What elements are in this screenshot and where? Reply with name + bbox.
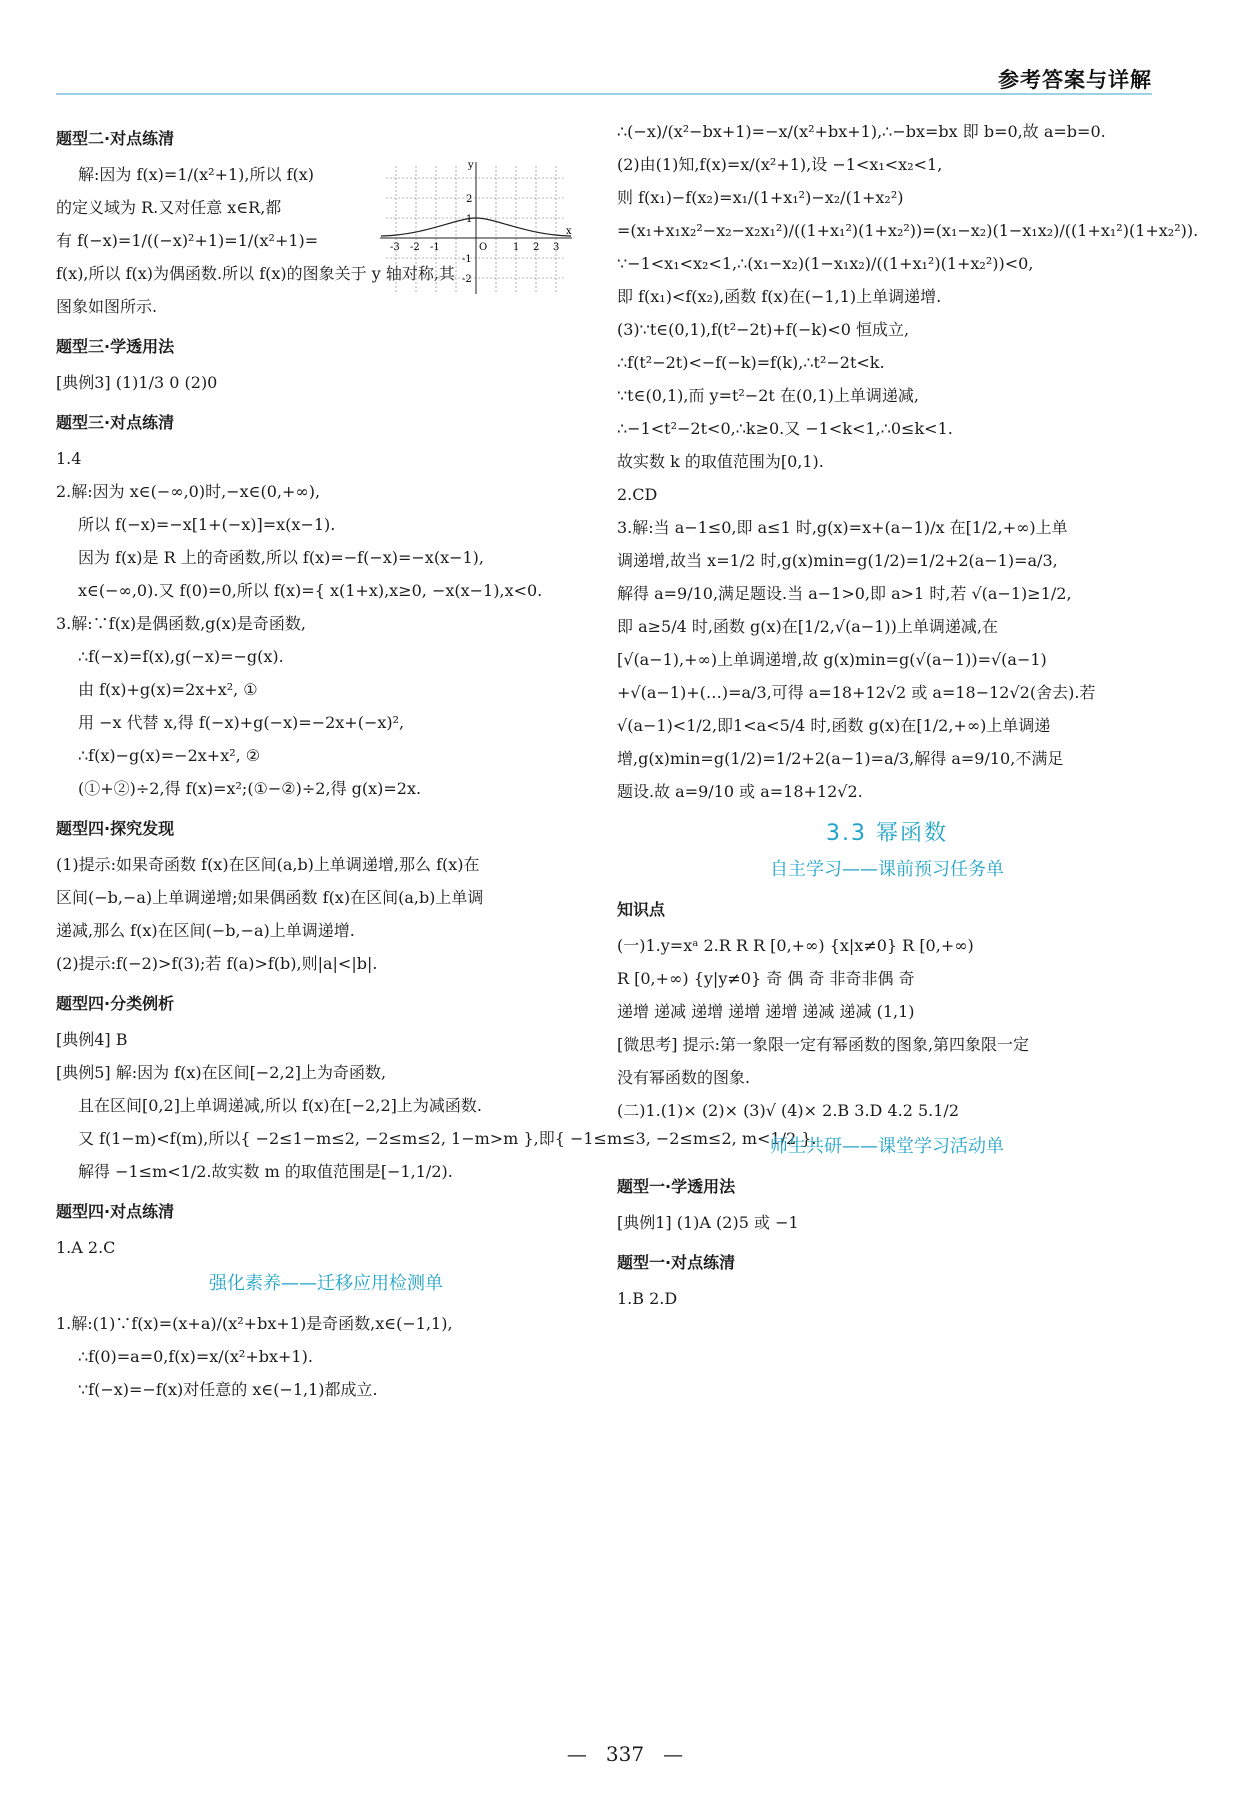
section-heading: 知识点 [617, 900, 666, 919]
text-line: ∴f(0)=a=0,f(x)=x/(x²+bx+1). [78, 1347, 313, 1366]
graph-tick-x: 2 [533, 242, 540, 253]
function-graph [376, 158, 576, 298]
graph-tick-x: -1 [430, 242, 440, 253]
text-line: ∴(−x)/(x²−bx+1)=−x/(x²+bx+1),∴−bx=bx 即 b=0,故 a=b=0. [617, 122, 1106, 141]
text-line: ∴f(−x)=f(x),g(−x)=−g(x). [78, 647, 284, 666]
section-title: 3.3 幂函数 [826, 821, 948, 846]
graph-y-label: y [468, 160, 474, 171]
text-line: 所以 f(−x)=−x[1+(−x)]=x(x−1). [78, 515, 336, 534]
text-line: ∵−1<x₁<x₂<1,∴(x₁−x₂)(1−x₁x₂)/((1+x₁²)(1+x₂²))<0, [617, 254, 1034, 273]
text-line: [典例3] (1)1/3 0 (2)0 [56, 373, 218, 392]
graph-tick-y: -2 [462, 274, 472, 285]
text-line: (二)1.(1)× (2)× (3)√ (4)× 2.B 3.D 4.2 5.1/2 [617, 1101, 960, 1120]
text-line: R [0,+∞) {y|y≠0} 奇 偶 奇 非奇非偶 奇 [617, 969, 915, 988]
text-line: [√(a−1),+∞)上单调递增,故 g(x)min=g(√(a−1))=√(a−1) [617, 650, 1047, 669]
graph-origin: O [479, 242, 488, 253]
graph-tick-x: -2 [410, 242, 420, 253]
graph-tick-x: 3 [553, 242, 560, 253]
section-heading: 题型三·学透用法 [56, 337, 175, 356]
text-line: 的定义域为 R.又对任意 x∈R,都 [56, 198, 282, 217]
header-title: 参考答案与详解 [998, 68, 1152, 92]
text-line: 解得 −1≤m<1/2.故实数 m 的取值范围是[−1,1/2). [78, 1162, 453, 1181]
subsection-title: 自主学习——课前预习任务单 [770, 859, 1004, 880]
text-line: 没有幂函数的图象. [617, 1068, 751, 1087]
text-line: 用 −x 代替 x,得 f(−x)+g(−x)=−2x+(−x)², [78, 713, 405, 732]
text-line: 区间(−b,−a)上单调递增;如果偶函数 f(x)在区间(a,b)上单调 [56, 888, 484, 907]
text-line: ∴f(x)−g(x)=−2x+x², ② [78, 746, 261, 765]
text-line: 由 f(x)+g(x)=2x+x², ① [78, 680, 258, 699]
graph-x-label: x [566, 226, 572, 237]
text-line: 3.解:∵f(x)是偶函数,g(x)是奇函数, [56, 614, 307, 633]
text-line: 增,g(x)min=g(1/2)=1/2+2(a−1)=a/3,解得 a=9/10,不满足 [617, 749, 1064, 768]
text-line: (2)由(1)知,f(x)=x/(x²+1),设 −1<x₁<x₂<1, [617, 155, 943, 174]
text-line: 则 f(x₁)−f(x₂)=x₁/(1+x₁²)−x₂/(1+x₂²) [617, 188, 904, 207]
text-line: 故实数 k 的取值范围为[0,1). [617, 452, 824, 471]
section-heading: 题型三·对点练清 [56, 413, 175, 432]
text-line: 1.B 2.D [617, 1289, 678, 1308]
text-line: [典例1] (1)A (2)5 或 −1 [617, 1213, 799, 1232]
text-line: 因为 f(x)是 R 上的奇函数,所以 f(x)=−f(−x)=−x(x−1), [78, 548, 485, 567]
text-line: 1.4 [56, 449, 82, 468]
text-line: 递增 递减 递增 递增 递增 递减 递减 (1,1) [617, 1002, 915, 1021]
graph-tick-y: 1 [466, 214, 473, 225]
footer-dash-left: — [566, 1742, 587, 1766]
text-line: [微思考] 提示:第一象限一定有幂函数的图象,第四象限一定 [617, 1035, 1030, 1054]
graph-tick-x: -3 [390, 242, 400, 253]
text-line: x∈(−∞,0).又 f(0)=0,所以 f(x)={ x(1+x),x≥0, −x(x−1),x<0. [78, 581, 543, 600]
header-rule [56, 93, 1152, 95]
text-line: 有 f(−x)=1/((−x)²+1)=1/(x²+1)= [56, 231, 319, 250]
text-line: 又 f(1−m)<f(m),所以{ −2≤1−m≤2, −2≤m≤2, 1−m>m },即{ −1≤m≤3, −2≤m≤2, m<1/2 }. [78, 1129, 817, 1148]
text-line: √(a−1)<1/2,即1<a<5/4 时,函数 g(x)在[1/2,+∞)上单调递 [617, 716, 1051, 735]
text-line: f(x),所以 f(x)为偶函数.所以 f(x)的图象关于 y 轴对称,其 [56, 264, 455, 283]
text-line: ∴−1<t²−2t<0,∴k≥0.又 −1<k<1,∴0≤k<1. [617, 419, 953, 438]
page-footer [0, 1742, 1250, 1766]
text-line: 即 f(x₁)<f(x₂),函数 f(x)在(−1,1)上单调递增. [617, 287, 942, 306]
section-heading: 题型一·对点练清 [617, 1253, 736, 1272]
text-line: ∵f(−x)=−f(x)对任意的 x∈(−1,1)都成立. [78, 1380, 378, 1399]
text-line: (3)∵t∈(0,1),f(t²−2t)+f(−k)<0 恒成立, [617, 320, 910, 339]
text-line: ∵t∈(0,1),而 y=t²−2t 在(0,1)上单调递减, [617, 386, 919, 405]
graph-tick-x: 1 [513, 242, 520, 253]
text-line: 解:因为 f(x)=1/(x²+1),所以 f(x) [78, 165, 314, 184]
text-line: 2.解:因为 x∈(−∞,0)时,−x∈(0,+∞), [56, 482, 321, 501]
section-heading: 题型四·探究发现 [56, 819, 175, 838]
text-line: 调递增,故当 x=1/2 时,g(x)min=g(1/2)=1/2+2(a−1)=a/3, [617, 551, 1058, 570]
text-line: ∴f(t²−2t)<−f(−k)=f(k),∴t²−2t<k. [617, 353, 885, 372]
page-number: 337 [605, 1742, 645, 1766]
text-line: 且在区间[0,2]上单调递减,所以 f(x)在[−2,2]上为减函数. [78, 1096, 482, 1115]
text-line: 即 a≥5/4 时,函数 g(x)在[1/2,√(a−1))上单调递减,在 [617, 617, 999, 636]
text-line: +√(a−1)+(…)=a/3,可得 a=18+12√2 或 a=18−12√2(舍去).若 [617, 683, 1096, 702]
section-heading: 题型四·分类例析 [56, 994, 175, 1013]
graph-tick-y: -1 [462, 254, 472, 265]
text-line: 递减,那么 f(x)在区间(−b,−a)上单调递增. [56, 921, 355, 940]
graph-tick-y: 2 [466, 194, 473, 205]
text-line: 解得 a=9/10,满足题设.当 a−1>0,即 a>1 时,若 √(a−1)≥1/2, [617, 584, 1072, 603]
subsection-title: 强化素养——迁移应用检测单 [209, 1273, 443, 1294]
footer-dash-right: — [663, 1742, 684, 1766]
section-heading: 题型四·对点练清 [56, 1202, 175, 1221]
text-line: 1.解:(1)∵f(x)=(x+a)/(x²+bx+1)是奇函数,x∈(−1,1), [56, 1314, 453, 1333]
text-line: =(x₁+x₁x₂²−x₂−x₂x₁²)/((1+x₁²)(1+x₂²))=(x₁−x₂)(1−x₁x₂)/((1+x₁²)(1+x₂²)). [617, 221, 1199, 240]
section-heading: 题型一·学透用法 [617, 1177, 736, 1196]
text-line: [典例5] 解:因为 f(x)在区间[−2,2]上为奇函数, [56, 1063, 387, 1082]
subsection-title: 师生共研——课堂学习活动单 [770, 1136, 1004, 1157]
text-line: 1.A 2.C [56, 1238, 116, 1257]
text-line: 图象如图所示. [56, 297, 158, 316]
text-line: [典例4] B [56, 1030, 128, 1049]
right-column [617, 112, 1199, 1319]
text-line: (1)提示:如果奇函数 f(x)在区间(a,b)上单调递增,那么 f(x)在 [56, 855, 480, 874]
text-line: 2.CD [617, 485, 658, 504]
text-line: 3.解:当 a−1≤0,即 a≤1 时,g(x)=x+(a−1)/x 在[1/2,+∞)上单 [617, 518, 1068, 537]
text-line: 题设.故 a=9/10 或 a=18+12√2. [617, 782, 863, 801]
text-line: (一)1.y=xᵃ 2.R R R [0,+∞) {x|x≠0} R [0,+∞) [617, 936, 974, 955]
text-line: (①+②)÷2,得 f(x)=x²;(①−②)÷2,得 g(x)=2x. [78, 779, 422, 798]
text-line: (2)提示:f(−2)>f(3);若 f(a)>f(b),则|a|<|b|. [56, 954, 378, 973]
section-heading: 题型二·对点练清 [56, 129, 175, 148]
